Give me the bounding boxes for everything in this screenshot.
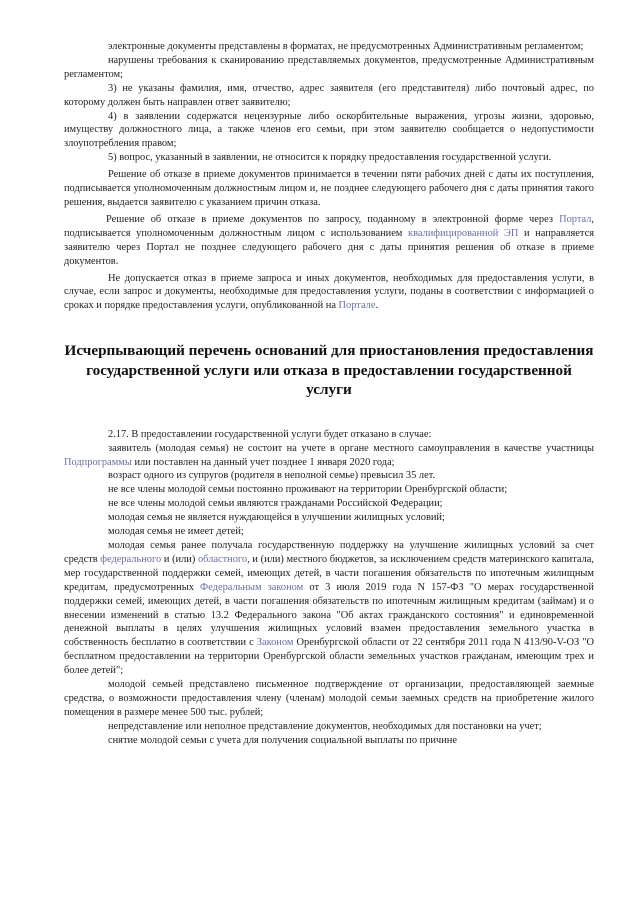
paragraph-item-4: 4) в заявлении содержатся нецензурные либо оскорбительные выражения, угрозы жизни, здоровью, имуществу должностного лица, а также членов его семьи, при этом заявителю сообщается о недопустимости злоупотребления правом; [64, 110, 594, 150]
paragraph-previous-support [64, 539, 594, 678]
paragraph-item-3: 3) не указаны фамилия, имя, отчество, адрес заявителя (его представителя) либо почтовый адрес, по которому должен быть направлен ответ заявителю; [64, 82, 594, 108]
paragraph-electronic-refusal [64, 213, 594, 269]
text-segment: от 3 июля 2019 года N 157-ФЗ "О мерах государственной поддержки семей, имеющих детей, в части погашения обязательств по ипотечным жилищным кредитам (займам) и о внесении изменений в статью 13.2 Федерального закона "Об актах гражданского состояния" и единовременной денежной выплаты в целях улучшения жилищных условий взамен предоставления земельного участка в собственность бесплатно в соответствии с [64, 581, 594, 649]
paragraph-missing-documents: непредставление или неполное представление документов, необходимых для постановки на учет; [108, 720, 542, 732]
text-segment: заявитель (молодая семья) не состоит на учете в органе местного самоуправления в качестве участницы [108, 442, 594, 454]
qualified-signature-link[interactable]: квалифицированной ЭП [408, 227, 519, 239]
paragraph-2-17: 2.17. В предоставлении государственной услуги будет отказано в случае: [108, 428, 432, 440]
paragraph-loan-confirmation: молодой семьей представлено письменное подтверждение от организации, предоставляющей заемные средства, о возможности предоставления члену (членам) молодой семьи заемных средств на приобретение жилого помещения в размере менее 500 тыс. рублей; [64, 679, 594, 718]
section-heading: Исчерпывающий перечень оснований для приостановления предоставления государственной услуги или отказа в предоставлении государственной услуги [64, 342, 594, 399]
subprogram-link[interactable]: Подпрограммы [64, 456, 132, 468]
portal-link[interactable]: Портал [559, 213, 592, 225]
regional-budget-link[interactable]: областного [197, 553, 248, 565]
federal-budget-link[interactable]: федерального [100, 553, 162, 565]
portal-link[interactable]: Портале [338, 300, 376, 312]
text-segment: молодая семья ранее получала государственную поддержку на улучшение жилищных условий за счет средств [64, 539, 594, 565]
paragraph-no-children: молодая семья не имеет детей; [108, 526, 244, 538]
text-segment: , подписывается уполномоченным должностным лицом с использованием [64, 213, 594, 239]
paragraph-not-registered [64, 442, 594, 470]
text-segment: или поставлен на данный учет позднее 1 января 2020 года; [131, 456, 395, 468]
paragraph-housing-need: молодая семья не является нуждающейся в улучшении жилищных условий; [108, 512, 445, 524]
regional-law-link[interactable]: Законом [256, 637, 294, 649]
text-segment: и направляется заявителю через Портал не позднее следующего рабочего дня с даты принятия решения об отказе в приеме документов. [64, 227, 594, 267]
text-segment: Решение об отказе в приеме документов по запросу, поданному в электронной форме через [106, 213, 560, 225]
text-segment: . [375, 300, 379, 312]
paragraph-formats: электронные документы представлены в форматах, не предусмотренных Административным регламентом; [108, 41, 584, 52]
paragraph-item-5: 5) вопрос, указанный в заявлении, не относится к порядку предоставления государственной услуги. [108, 152, 552, 164]
text-segment: Оренбургской области от 22 сентября 2011 года N 413/90-V-ОЗ "О бесплатном предоставлении на территории Оренбургской области земельных участков гражданам, имеющим трех и более детей"; [64, 637, 594, 677]
text-segment: , и (или) местного бюджетов, за исключением средств материнского капитала, мер государственной поддержки семей, имеющих детей, в части погашения обязательств по ипотечным жилищным кредитам, предусмотренных [64, 553, 594, 593]
paragraph-not-allowed-refusal [64, 272, 594, 314]
text-segment: и (или) [161, 553, 198, 565]
paragraph-age-limit: возраст одного из супругов (родителя в неполной семье) превысил 35 лет. [108, 470, 436, 482]
text-segment: Не допускается отказ в приеме запроса и иных документов, необходимых для предоставления услуги, в случае, если запрос и документы, необходимые для предоставления услуги, поданы в соответствии с информацией о сроках и порядке предоставления услуги, опубликованной на [64, 272, 594, 312]
paragraph-residence: не все члены молодой семьи постоянно проживают на территории Оренбургской области; [108, 484, 508, 496]
federal-law-link[interactable]: Федеральным законом [200, 581, 304, 593]
paragraph-deregistration: снятие молодой семьи с учета для получения социальной выплаты по причине [108, 734, 457, 746]
paragraph-citizenship: не все члены молодой семьи являются гражданами Российской Федерации; [108, 498, 443, 510]
paragraph-refusal-decision: Решение об отказе в приеме документов принимается в течении пяти рабочих дней с даты их поступления, подписывается уполномоченным должностным лицом и, не позднее следующего рабочего дня с даты принятия такого решения, выдается заявителю с указанием причин отказа. [64, 169, 594, 208]
paragraph-scanning: нарушены требования к сканированию представляемых документов, предусмотренные Административным регламентом; [64, 54, 594, 80]
